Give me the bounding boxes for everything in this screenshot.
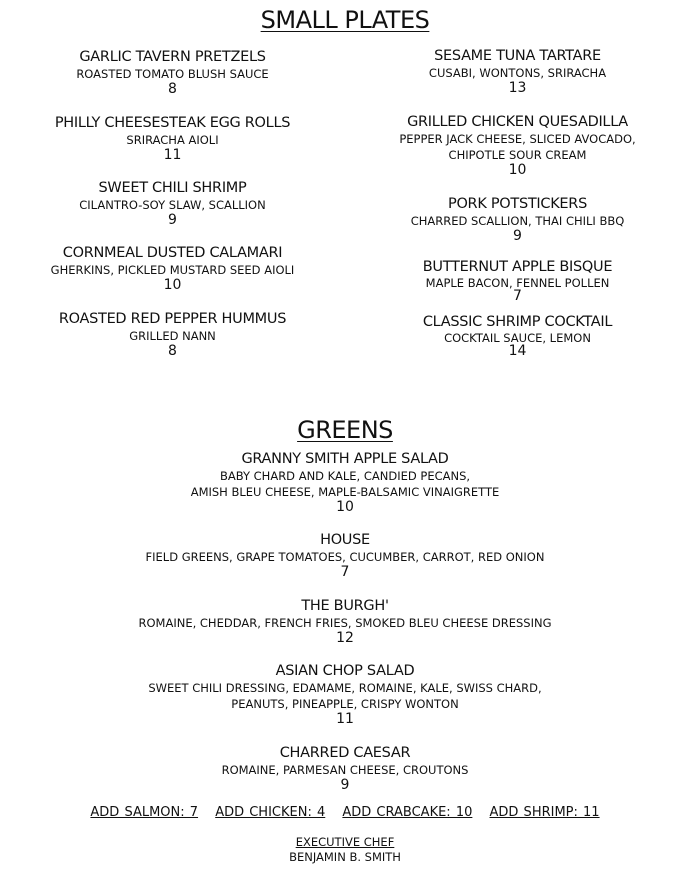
item-name: CLASSIC SHRIMP COCKTAIL <box>422 314 613 330</box>
item-description: PEPPER JACK CHEESE, SLICED AVOCADO, <box>399 132 636 146</box>
item-name: GARLIC TAVERN PRETZELS <box>79 49 266 65</box>
item-name: BUTTERNUT APPLE BISQUE <box>422 259 613 275</box>
item-name: PHILLY CHEESESTEAK EGG ROLLS <box>54 115 291 131</box>
item-price: 7 <box>513 288 522 304</box>
item-description: ROASTED TOMATO BLUSH SAUCE <box>76 67 269 81</box>
item-price: 9 <box>340 777 350 793</box>
small-plates-heading: SMALL PLATES <box>260 6 430 34</box>
menu-item <box>0 49 345 97</box>
menu-item <box>345 114 690 178</box>
item-price: 8 <box>168 343 177 359</box>
item-price: 9 <box>168 212 177 228</box>
chef-title: EXECUTIVE CHEF <box>295 835 395 849</box>
item-description: AMISH BLEU CHEESE, MAPLE-BALSAMIC VINAIGRETTE <box>190 485 500 499</box>
item-name: PORK POTSTICKERS <box>448 196 587 212</box>
item-price: 10 <box>163 277 182 293</box>
item-name: CHARRED CAESAR <box>279 745 411 761</box>
item-description: COCKTAIL SAUCE, LEMON <box>444 331 591 345</box>
item-description: GRILLED NANN <box>129 329 216 343</box>
item-price: 11 <box>163 147 182 163</box>
item-name: GRANNY SMITH APPLE SALAD <box>241 451 449 467</box>
item-name: SWEET CHILI SHRIMP <box>98 180 247 196</box>
addon-shrimp: ADD SHRIMP: 11 <box>489 805 600 820</box>
item-description: SWEET CHILI DRESSING, EDAMAME, ROMAINE, KALE, SWISS CHARD, <box>148 681 542 695</box>
addon-crabcake: ADD CRABCAKE: 10 <box>342 805 473 820</box>
menu-item <box>345 314 690 358</box>
greens-heading: GREENS <box>297 416 393 444</box>
menu-item <box>0 745 690 793</box>
menu-item <box>0 245 345 293</box>
item-price: 13 <box>508 80 527 96</box>
item-description: ROMAINE, PARMESAN CHEESE, CROUTONS <box>221 763 469 777</box>
menu-item <box>0 532 690 580</box>
menu-item <box>0 115 345 163</box>
item-description: FIELD GREENS, GRAPE TOMATOES, CUCUMBER, CARROT, RED ONION <box>145 550 545 564</box>
addon-chicken: ADD CHICKEN: 4 <box>215 805 326 820</box>
item-description: PEANUTS, PINEAPPLE, CRISPY WONTON <box>231 697 459 711</box>
item-description: SRIRACHA AIOLI <box>126 133 219 147</box>
item-description: BABY CHARD AND KALE, CANDIED PECANS, <box>219 469 471 483</box>
menu-item <box>345 48 690 96</box>
item-description: CHIPOTLE SOUR CREAM <box>448 148 587 162</box>
item-description: CHARRED SCALLION, THAI CHILI BBQ <box>410 214 625 228</box>
add-ons <box>0 805 690 820</box>
item-name: GRILLED CHICKEN QUESADILLA <box>407 114 628 130</box>
addon-salmon: ADD SALMON: 7 <box>90 805 199 820</box>
item-description: MAPLE BACON, FENNEL POLLEN <box>425 276 610 290</box>
menu-item <box>0 180 345 228</box>
item-price: 10 <box>508 162 527 178</box>
menu-item <box>0 598 690 646</box>
item-description: ROMAINE, CHEDDAR, FRENCH FRIES, SMOKED BLEU CHEESE DRESSING <box>138 616 552 630</box>
chef-name: BENJAMIN B. SMITH <box>289 850 401 864</box>
item-price: 11 <box>336 711 354 727</box>
menu-item <box>345 259 690 303</box>
item-price: 10 <box>336 499 354 515</box>
menu-item <box>0 311 345 359</box>
menu-item <box>0 663 690 727</box>
item-name: HOUSE <box>320 532 370 548</box>
item-name: SESAME TUNA TARTARE <box>434 48 601 64</box>
menu-item <box>345 196 690 244</box>
item-price: 12 <box>336 630 354 646</box>
item-name: ASIAN CHOP SALAD <box>275 663 415 679</box>
item-name: CORNMEAL DUSTED CALAMARI <box>62 245 283 261</box>
item-price: 9 <box>513 228 522 244</box>
item-name: ROASTED RED PEPPER HUMMUS <box>58 311 287 327</box>
item-price: 8 <box>168 81 177 97</box>
item-description: CILANTRO-SOY SLAW, SCALLION <box>79 198 266 212</box>
item-description: CUSABI, WONTONS, SRIRACHA <box>428 66 607 80</box>
item-description: GHERKINS, PICKLED MUSTARD SEED AIOLI <box>50 263 295 277</box>
item-price: 7 <box>340 564 350 580</box>
menu-item <box>0 451 690 515</box>
item-price: 14 <box>508 343 527 359</box>
item-name: THE BURGH' <box>301 598 389 614</box>
